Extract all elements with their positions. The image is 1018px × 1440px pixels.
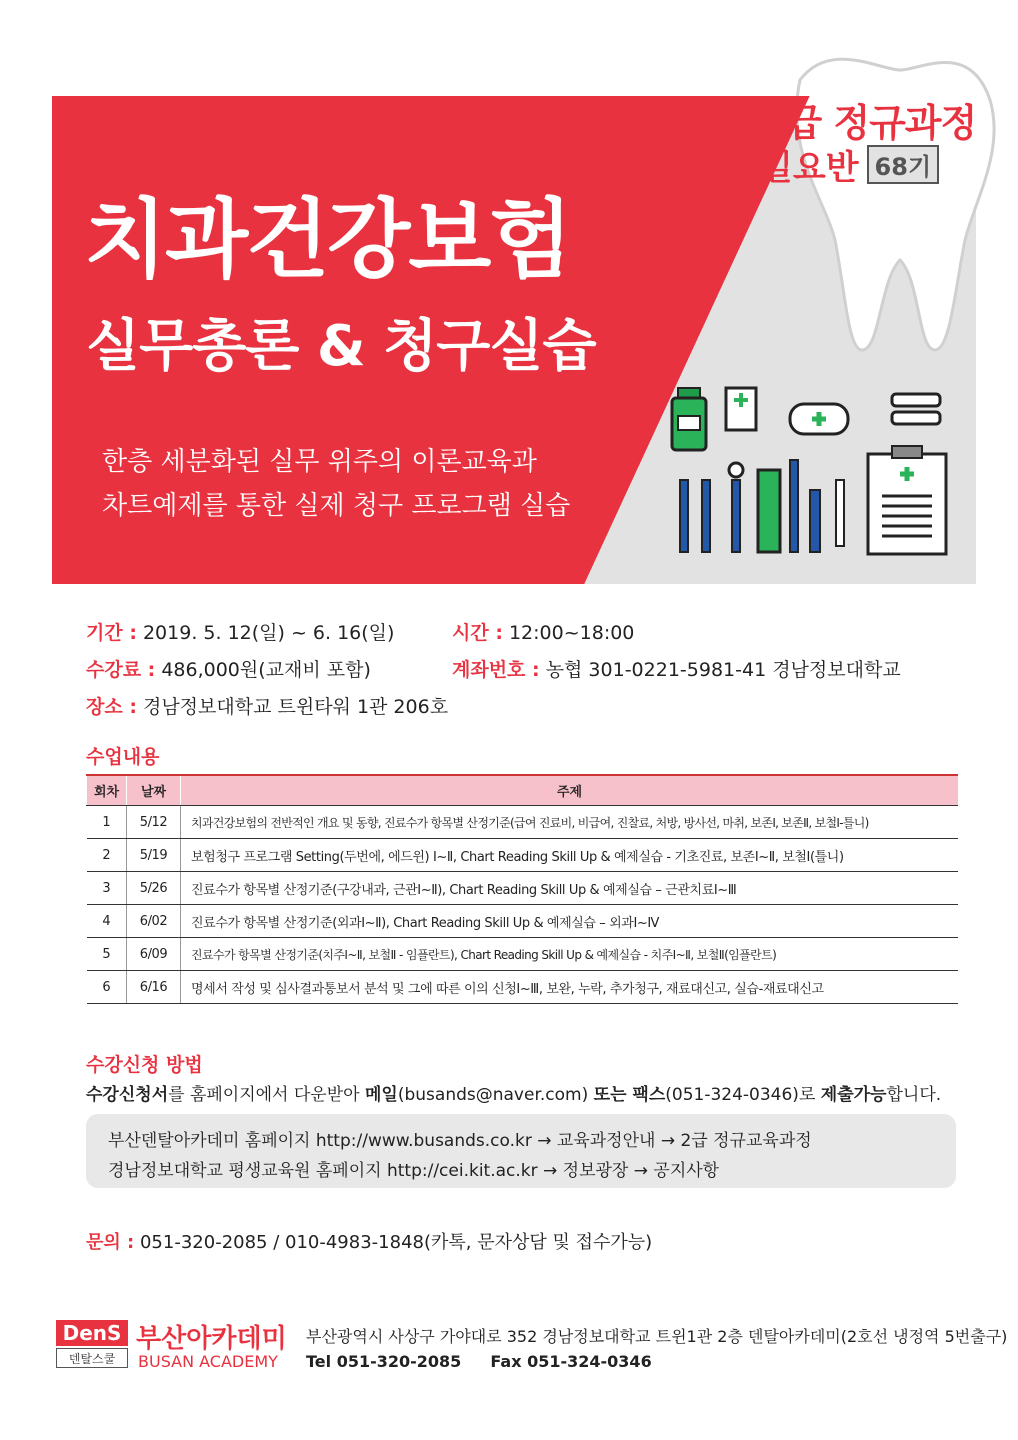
- account-value: 농협 301-0221-5981-41 경남정보대학교: [545, 659, 901, 681]
- main-title: 치과건강보험: [84, 190, 571, 290]
- tagline-line: 한층 세분화된 실무 위주의 이론교육과: [102, 447, 537, 477]
- fee-info: [86, 655, 371, 682]
- period-value: 2019. 5. 12(일) ~ 6. 16(일): [142, 622, 395, 644]
- dental-tools-illustration: [660, 380, 960, 560]
- place-label: 장소 :: [86, 696, 137, 718]
- session-number: 3: [87, 872, 127, 905]
- session-date: 5/12: [127, 806, 181, 839]
- academy-name-english: BUSAN ACADEMY: [138, 1352, 278, 1371]
- session-number: 6: [87, 971, 127, 1004]
- tagline: [102, 440, 570, 528]
- table-row: [87, 872, 959, 905]
- schedule-heading: 수업내용: [86, 746, 160, 768]
- session-topic: 진료수가 항목별 산정기준(외과Ⅰ~Ⅱ), Chart Reading Skill Up & 예제실습 – 외과Ⅰ~Ⅳ: [181, 905, 959, 938]
- session-topic: 치과건강보험의 전반적인 개요 및 동향, 진료수가 항목별 산정기준(급여 진료비, 비급여, 진찰료, 처방, 방사선, 마취, 보존Ⅰ, 보존Ⅱ, 보철Ⅰ-틀니): [181, 806, 959, 839]
- course-badge: 2급 정규과정: [760, 101, 977, 145]
- session-date: 6/16: [127, 971, 181, 1004]
- class-badge: [760, 140, 939, 189]
- session-number: 4: [87, 905, 127, 938]
- session-number: 5: [87, 938, 127, 971]
- footer-phone: [306, 1352, 676, 1371]
- session-date: 6/02: [127, 905, 181, 938]
- main-subtitle: 실무총론 & 청구실습: [86, 314, 596, 379]
- period-info: [86, 618, 394, 645]
- dens-logo: DenS: [56, 1320, 128, 1346]
- dental-instruments-icon: [680, 460, 844, 552]
- footer-address: 부산광역시 사상구 가야대로 352 경남정보대학교 트윈1관 2층 덴탈아카데미(2호선 냉정역 5번출구): [306, 1327, 1008, 1346]
- session-topic: 진료수가 항목별 산정기준(치주Ⅰ~Ⅱ, 보철Ⅱ - 임플란트), Chart Reading Skill Up & 예제실습 - 치주Ⅰ~Ⅱ, 보철Ⅱ(임플란트): [181, 938, 959, 971]
- apply-heading: 수강신청 방법: [86, 1054, 203, 1076]
- footer-fax: Fax 051-324-0346: [490, 1352, 652, 1371]
- cohort-label: 68기: [867, 145, 940, 184]
- contact-label: 문의 :: [86, 1232, 135, 1253]
- table-row: [87, 839, 959, 872]
- session-number: 1: [87, 806, 127, 839]
- chart-panel-icon: [726, 388, 756, 430]
- table-row: [87, 905, 959, 938]
- table-header-row: [87, 775, 959, 806]
- contact-value: 051-320-2085 / 010-4983-1848(카톡, 문자상담 및 접수가능): [139, 1232, 653, 1253]
- apply-text: 또는 팩스: [593, 1085, 666, 1105]
- column-header: 날짜: [127, 775, 181, 806]
- mask-icon: [790, 404, 848, 434]
- website-link-college[interactable]: 경남정보대학교 평생교육원 홈페이지 http://cei.kit.ac.kr → 정보광장 → 공지사항: [108, 1161, 720, 1181]
- column-header: 회차: [87, 775, 127, 806]
- apply-text: 를 홈페이지에서 다운받아: [168, 1085, 365, 1105]
- apply-text: 제출가능: [820, 1085, 887, 1105]
- schedule-table: [86, 774, 958, 1004]
- place-info: [86, 692, 448, 719]
- tagline-line: 차트예제를 통한 실제 청구 프로그램 실습: [102, 491, 571, 521]
- period-label: 기간 :: [86, 622, 137, 644]
- session-topic: 보험청구 프로그램 Setting(두번에, 에드윈) Ⅰ~Ⅱ, Chart Reading Skill Up & 예제실습 - 기초진료, 보존Ⅰ~Ⅱ, 보철Ⅰ(틀니): [181, 839, 959, 872]
- time-label: 시간 :: [452, 622, 503, 644]
- account-info: [452, 655, 901, 682]
- column-header: 주제: [181, 775, 959, 806]
- academy-name-korean: 부산아카데미: [136, 1324, 287, 1354]
- time-value: 12:00~18:00: [508, 622, 635, 644]
- website-box: [86, 1114, 956, 1188]
- apply-text: 합니다.: [886, 1085, 942, 1105]
- tooth-icon: [760, 40, 1000, 370]
- session-number: 2: [87, 839, 127, 872]
- website-link-academy[interactable]: 부산덴탈아카데미 홈페이지 http://www.busands.co.kr → 교육과정안내 → 2급 정규교육과정: [108, 1131, 812, 1151]
- table-row: [87, 938, 959, 971]
- session-date: 5/26: [127, 872, 181, 905]
- apply-instructions: [86, 1080, 941, 1105]
- fee-value: 486,000원(교재비 포함): [161, 659, 371, 681]
- fee-label: 수강료 :: [86, 659, 156, 681]
- footer-tel: Tel 051-320-2085: [306, 1352, 462, 1371]
- clipboard-icon: [868, 446, 946, 554]
- contact-info: [86, 1228, 652, 1254]
- mouthwash-icon: [672, 388, 706, 450]
- account-label: 계좌번호 :: [452, 659, 540, 681]
- apply-text: 메일: [364, 1085, 398, 1105]
- time-info: [452, 618, 634, 645]
- apply-fax: (051-324-0346)로: [665, 1085, 821, 1105]
- table-row: [87, 806, 959, 839]
- session-date: 5/19: [127, 839, 181, 872]
- session-date: 6/09: [127, 938, 181, 971]
- apply-text: 수강신청서: [86, 1085, 169, 1105]
- apply-email[interactable]: (busands@naver.com): [397, 1085, 594, 1105]
- place-value: 경남정보대학교 트윈타워 1관 206호: [142, 696, 449, 718]
- class-day: 일요반: [760, 148, 859, 188]
- session-topic: 명세서 작성 및 심사결과통보서 분석 및 그에 따른 이의 신청Ⅰ~Ⅲ, 보완, 누락, 추가청구, 재료대신고, 실습-재료대신고: [181, 971, 959, 1004]
- dens-logo-subtitle: 덴탈스쿨: [56, 1348, 128, 1368]
- dentures-icon: [892, 394, 940, 424]
- table-row: [87, 971, 959, 1004]
- session-topic: 진료수가 항목별 산정기준(구강내과, 근관Ⅰ~Ⅱ), Chart Reading Skill Up & 예제실습 – 근관치료Ⅰ~Ⅲ: [181, 872, 959, 905]
